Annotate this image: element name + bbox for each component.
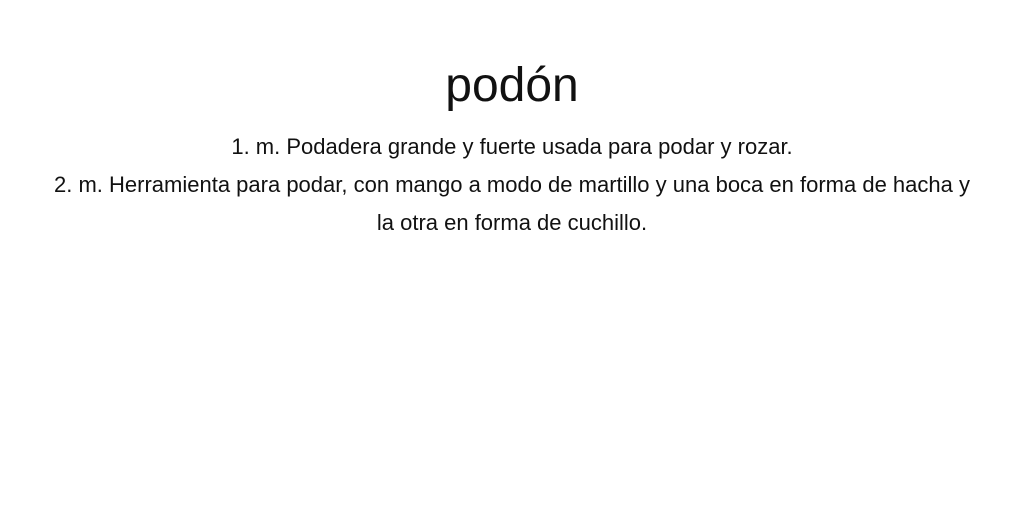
definition-list — [47, 128, 977, 242]
definition-2: 2. m. Herramienta para podar, con mango a modo de martillo y una boca en forma de hacha y la otra en forma de cuchillo. — [54, 172, 970, 235]
definition-1: 1. m. Podadera grande y fuerte usada para podar y rozar. — [231, 134, 793, 159]
headword-title: podón — [445, 59, 579, 112]
